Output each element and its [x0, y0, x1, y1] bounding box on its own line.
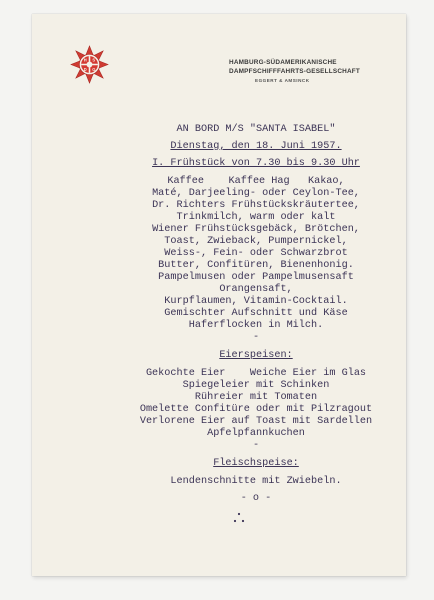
drinks-row	[122, 176, 390, 188]
breakfast-item: Weiss-, Fein- oder Schwarzbrot	[164, 248, 348, 259]
meat-heading: Fleischspeise:	[213, 458, 299, 469]
date-line: Dienstag, den 18. Juni 1957.	[170, 141, 342, 152]
meat-item-list	[122, 476, 390, 488]
meat-item: Lendenschnitte mit Zwiebeln.	[170, 476, 342, 487]
breakfast-heading: I. Frühstück von 7.30 bis 9.30 Uhr	[152, 158, 360, 169]
egg-item: Apfelpfannkuchen	[207, 428, 305, 439]
end-mark: - o -	[240, 493, 272, 504]
breakfast-item: Kurpflaumen, Vitamin-Cocktail.	[164, 296, 348, 307]
egg-item: Spiegeleier mit Schinken	[182, 380, 330, 391]
breakfast-item-list	[122, 188, 390, 332]
separator: -	[252, 440, 260, 451]
egg-item: Gekochte Eier	[145, 368, 226, 379]
breakfast-menu	[122, 124, 390, 505]
drink-item: Kaffee	[167, 176, 205, 187]
emblem-letter: H	[83, 57, 87, 63]
drink-item: Kakao,	[307, 176, 345, 187]
breakfast-item: Haferflocken in Milch.	[188, 320, 324, 331]
egg-item: Rühreier mit Tomaten	[194, 392, 318, 403]
breakfast-item: Toast, Zwieback, Pumpernickel,	[164, 236, 348, 247]
breakfast-item: Orangensaft,	[219, 284, 293, 295]
egg-heading: Eierspeisen:	[219, 350, 293, 361]
company-name-line2: DAMPFSCHIFFFAHRTS-GESELLSCHAFT	[229, 67, 360, 75]
company-owners: EGGERT & AMSINCK	[255, 78, 310, 83]
breakfast-item: Wiener Frühstücksgebäck, Brötchen,	[152, 224, 360, 235]
egg-item: Omelette Confitüre oder mit Pilzragout	[139, 404, 373, 415]
company-letterhead	[229, 59, 409, 84]
egg-row	[122, 368, 390, 380]
drink-item: Kaffee Hag	[228, 176, 290, 187]
separator: -	[252, 332, 260, 343]
breakfast-item: Dr. Richters Frühstückskräutertee,	[152, 200, 360, 211]
emblem-letter: S	[92, 57, 96, 63]
emblem-letter: G	[92, 66, 96, 72]
company-name-line1: HAMBURG-SÜDAMERIKANISCHE	[229, 59, 337, 66]
egg-item: Weiche Eier im Glas	[249, 368, 367, 379]
breakfast-item: Maté, Darjeeling- oder Ceylon-Tee,	[152, 188, 360, 199]
emblem-letter: D	[83, 66, 87, 72]
ornament-dots-icon	[232, 511, 246, 527]
breakfast-item: Butter, Confitüren, Bienenhonig.	[158, 260, 354, 271]
breakfast-item: Pampelmusen oder Pampelmusensaft	[158, 272, 354, 283]
egg-item-list	[122, 380, 390, 440]
egg-item: Verlorene Eier auf Toast mit Sardellen	[139, 416, 373, 427]
breakfast-item: Gemischter Aufschnitt und Käse	[164, 308, 348, 319]
hsdg-house-flag-emblem-icon	[70, 45, 109, 84]
menu-card	[32, 14, 406, 576]
ship-line: AN BORD M/S "SANTA ISABEL"	[176, 124, 336, 135]
breakfast-item: Trinkmilch, warm oder kalt	[176, 212, 336, 223]
